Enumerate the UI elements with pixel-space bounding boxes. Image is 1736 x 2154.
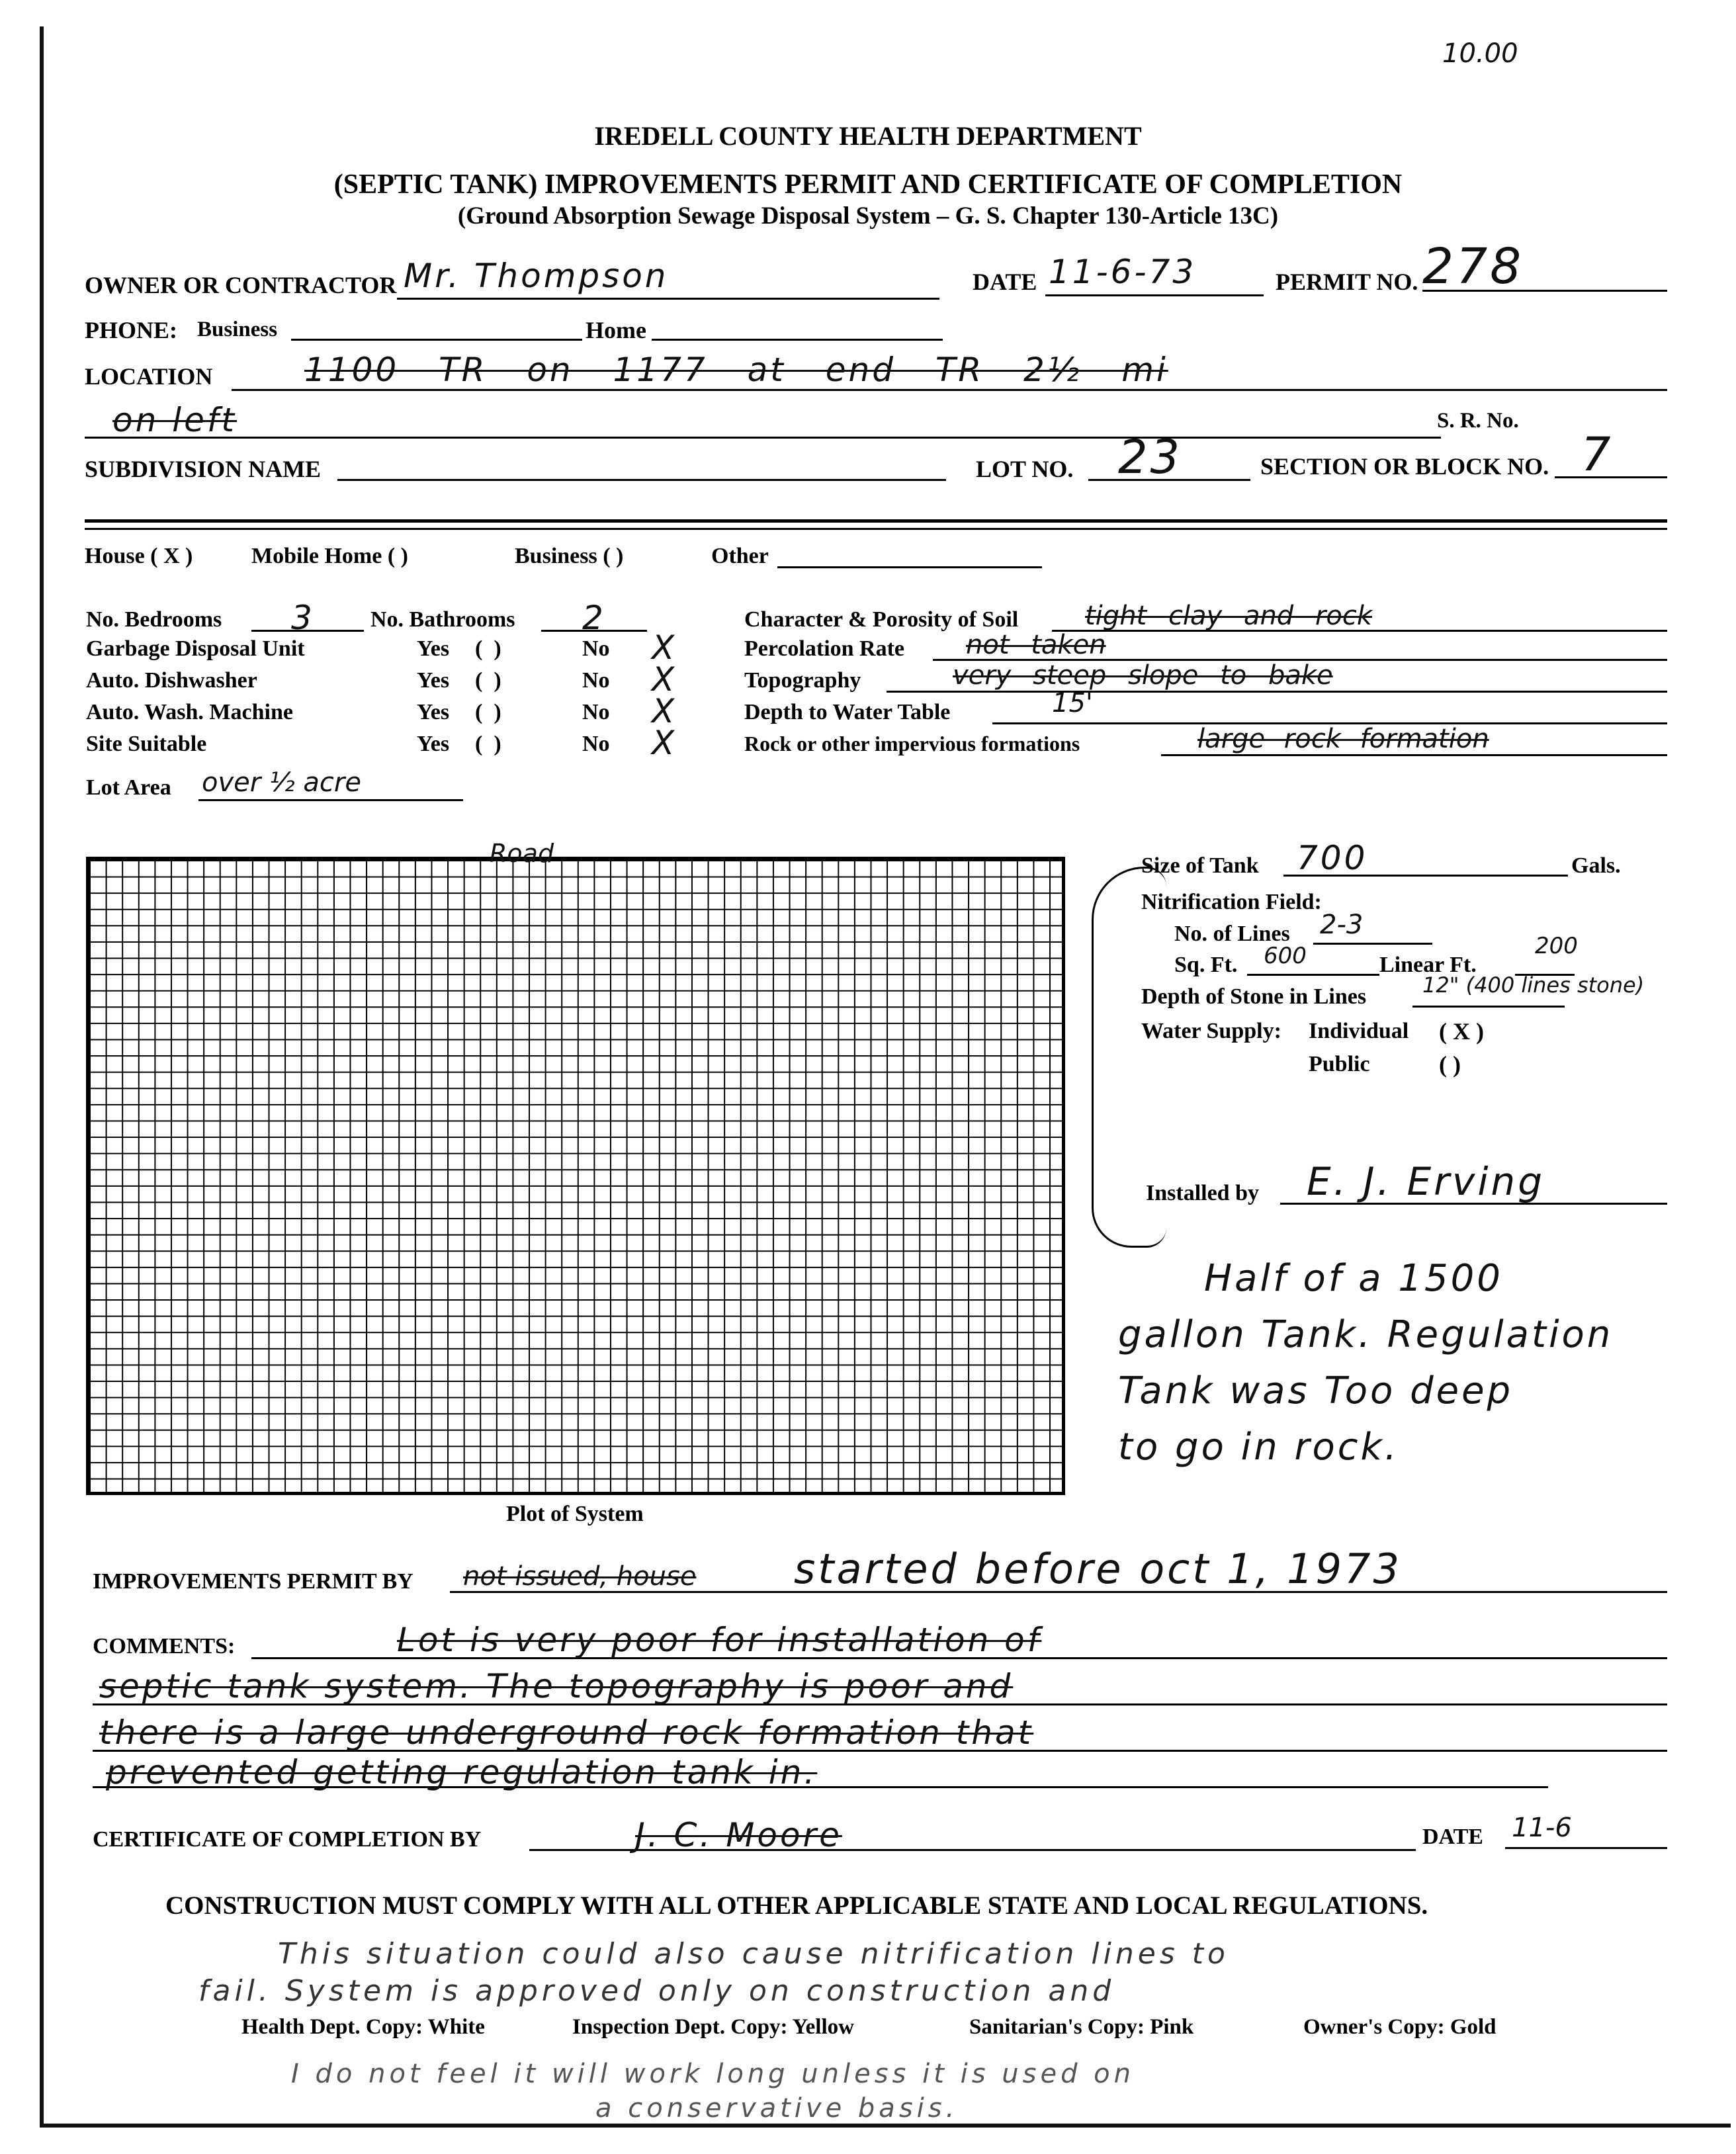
sqft-line: [1247, 974, 1379, 976]
comments-text-1[interactable]: Lot is very poor for installation of: [397, 1621, 1042, 1659]
location-line-1: [232, 389, 1667, 391]
installed-by-value[interactable]: E. J. Erving: [1307, 1159, 1545, 1204]
location-value-1[interactable]: 1100 TR on 1177 at end TR 2½ mi: [304, 351, 1168, 389]
certificate-value[interactable]: J. C. Moore: [635, 1816, 842, 1854]
date-line: [1045, 294, 1264, 296]
type-house[interactable]: House ( X ): [85, 544, 193, 568]
plot-grid[interactable]: [86, 857, 1065, 1495]
phone-business-line[interactable]: [291, 339, 582, 341]
corner-note: 10.00: [1442, 38, 1518, 69]
type-mobile-home[interactable]: Mobile Home ( ): [251, 544, 408, 568]
divider-rule-thin: [85, 528, 1667, 530]
lines-label: No. of Lines: [1174, 922, 1290, 946]
water-individual-mark[interactable]: ( X ): [1439, 1018, 1484, 1045]
owner-value[interactable]: Mr. Thompson: [404, 257, 669, 295]
garbage-disposal-mark: X: [652, 628, 677, 667]
certificate-date-line: [1505, 1847, 1667, 1849]
yes-paren: ( ): [475, 732, 501, 756]
certificate-date-label: DATE: [1422, 1825, 1483, 1849]
yes-paren: ( ): [475, 668, 501, 693]
percolation-label: Percolation Rate: [744, 636, 905, 661]
water-individual-label: Individual: [1309, 1019, 1409, 1043]
yes-paren: ( ): [475, 700, 501, 724]
copy-sanitarian: Sanitarian's Copy: Pink: [969, 2015, 1194, 2039]
topography-value[interactable]: very steep slope to bake: [953, 660, 1333, 691]
permit-value[interactable]: 278: [1422, 238, 1524, 295]
bedrooms-label: No. Bedrooms: [86, 607, 222, 632]
water-supply-label: Water Supply:: [1141, 1019, 1281, 1043]
stone-depth-label: Depth of Stone in Lines: [1141, 984, 1367, 1009]
improvements-value[interactable]: started before oct 1, 1973: [794, 1545, 1402, 1593]
lines-line: [1313, 943, 1432, 945]
dishwasher-mark: X: [652, 660, 677, 699]
comments-text-3[interactable]: there is a large underground rock formation that: [99, 1713, 1034, 1752]
dishwasher-yes[interactable]: Yes: [417, 668, 450, 693]
tank-size-value[interactable]: 700: [1297, 839, 1368, 877]
owner-label: OWNER OR CONTRACTOR: [85, 272, 397, 298]
dishwasher-no[interactable]: No: [582, 668, 610, 693]
topography-line: [887, 691, 1667, 693]
divider-rule: [85, 519, 1667, 523]
section-value[interactable]: 7: [1581, 427, 1614, 482]
comments-text-4[interactable]: prevented getting regulation tank in.: [106, 1753, 818, 1791]
lot-value[interactable]: 23: [1118, 430, 1183, 484]
bathrooms-value[interactable]: 2: [582, 599, 606, 637]
section-label: SECTION OR BLOCK NO.: [1260, 453, 1549, 480]
sqft-label: Sq. Ft.: [1174, 953, 1238, 977]
soil-character-label: Character & Porosity of Soil: [744, 607, 1019, 632]
lot-area-value[interactable]: over ½ acre: [202, 767, 361, 798]
bathrooms-label: No. Bathrooms: [370, 607, 515, 632]
phone-home-line[interactable]: [652, 339, 943, 341]
rock-line: [1161, 754, 1667, 756]
tank-size-label: Size of Tank: [1141, 853, 1259, 878]
lot-area-label: Lot Area: [86, 775, 171, 800]
water-table-label: Depth to Water Table: [744, 700, 951, 724]
compliance-notice: CONSTRUCTION MUST COMPLY WITH ALL OTHER APPLICABLE STATE AND LOCAL REGULATIONS.: [165, 1891, 1428, 1920]
stone-depth-line: [1412, 1006, 1565, 1008]
stone-depth-value[interactable]: 12" (400 lines stone): [1422, 972, 1645, 998]
copy-owner: Owner's Copy: Gold: [1303, 2015, 1497, 2039]
bottom-note-line-2: fail. System is approved only on construction and: [198, 1974, 1115, 2008]
site-suitable-mark: X: [652, 724, 677, 762]
bottom-note-line-3: I do not feel it will work long unless it is used on: [291, 2059, 1135, 2089]
lines-value[interactable]: 2-3: [1320, 910, 1364, 940]
phone-label: PHONE:: [85, 317, 177, 343]
wash-machine-label: Auto. Wash. Machine: [86, 700, 293, 724]
bottom-note-line-4: a conservative basis.: [595, 2093, 959, 2124]
linear-value[interactable]: 200: [1535, 933, 1578, 959]
wash-machine-no[interactable]: No: [582, 700, 610, 724]
type-business[interactable]: Business ( ): [515, 544, 624, 568]
form-subtitle: (Ground Absorption Sewage Disposal System – G. S. Chapter 130-Article 13C): [457, 202, 1279, 230]
water-table-value[interactable]: 15': [1052, 688, 1093, 718]
side-note-line-3: Tank was Too deep: [1118, 1369, 1514, 1412]
yes-paren: ( ): [475, 636, 501, 661]
linear-label: Linear Ft.: [1379, 953, 1477, 977]
water-public-label: Public: [1309, 1052, 1370, 1076]
topography-label: Topography: [744, 668, 861, 693]
location-line-2: [85, 437, 1441, 439]
soil-character-value[interactable]: tight clay and rock: [1085, 601, 1372, 631]
lot-label: LOT NO.: [976, 456, 1074, 482]
rock-value[interactable]: large rock formation: [1197, 724, 1489, 754]
permit-label: PERMIT NO.: [1276, 269, 1418, 295]
side-note-line-4: to go in rock.: [1118, 1426, 1399, 1469]
type-other-label: Other: [711, 544, 769, 568]
comments-text-2[interactable]: septic tank system. The topography is poor and: [99, 1667, 1014, 1705]
garbage-disposal-yes[interactable]: Yes: [417, 636, 450, 661]
certificate-label: CERTIFICATE OF COMPLETION BY: [93, 1827, 482, 1852]
comments-label: COMMENTS:: [93, 1634, 236, 1659]
rock-label: Rock or other impervious formations: [744, 732, 1080, 755]
phone-home-label: Home: [586, 317, 646, 343]
plot-caption: Plot of System: [506, 1502, 644, 1526]
side-note-line-1: Half of a 1500: [1204, 1257, 1503, 1300]
percolation-value[interactable]: not taken: [966, 630, 1106, 660]
form-title: (SEPTIC TANK) IMPROVEMENTS PERMIT AND CERTIFICATE OF COMPLETION: [333, 169, 1403, 200]
site-suitable-yes[interactable]: Yes: [417, 732, 450, 756]
side-note-line-2: gallon Tank. Regulation: [1118, 1313, 1614, 1356]
location-value-2[interactable]: on left: [112, 401, 238, 439]
date-value[interactable]: 11-6-73: [1049, 253, 1197, 291]
phone-business-label: Business: [197, 318, 278, 341]
site-suitable-no[interactable]: No: [582, 732, 610, 756]
type-other-line[interactable]: [777, 566, 1042, 568]
sqft-value[interactable]: 600: [1264, 943, 1307, 969]
bottom-note-line-1: This situation could also cause nitrification lines to: [278, 1937, 1229, 1971]
site-suitable-label: Site Suitable: [86, 732, 207, 756]
bedrooms-value[interactable]: 3: [291, 599, 315, 637]
owner-line: [397, 298, 939, 300]
wash-machine-yes[interactable]: Yes: [417, 700, 450, 724]
subdivision-label: SUBDIVISION NAME: [85, 456, 322, 482]
nitrification-label: Nitrification Field:: [1141, 890, 1322, 914]
location-label: LOCATION: [85, 363, 213, 390]
installed-by-label: Installed by: [1146, 1181, 1259, 1205]
sr-no-label: S. R. No.: [1437, 409, 1519, 433]
date-label: DATE: [973, 269, 1037, 295]
dishwasher-label: Auto. Dishwasher: [86, 668, 257, 693]
certificate-date-value[interactable]: 11-6: [1512, 1813, 1572, 1843]
tank-gals-label: Gals.: [1571, 853, 1621, 878]
garbage-disposal-label: Garbage Disposal Unit: [86, 636, 305, 661]
water-public-mark[interactable]: ( ): [1439, 1051, 1461, 1078]
improvements-label: IMPROVEMENTS PERMIT BY: [93, 1569, 413, 1594]
plot-grid-lines: [86, 857, 1065, 1495]
wash-machine-mark: X: [652, 692, 677, 730]
copy-inspection-dept: Inspection Dept. Copy: Yellow: [572, 2015, 854, 2039]
plot-road-label: Road: [490, 839, 554, 868]
lot-area-line: [198, 799, 463, 801]
improvements-struck: not issued, house: [463, 1561, 697, 1592]
copy-health-dept: Health Dept. Copy: White: [241, 2015, 485, 2039]
subdivision-line[interactable]: [337, 479, 946, 481]
garbage-disposal-no[interactable]: No: [582, 636, 610, 661]
agency-title: IREDELL COUNTY HEALTH DEPARTMENT: [594, 121, 1142, 151]
